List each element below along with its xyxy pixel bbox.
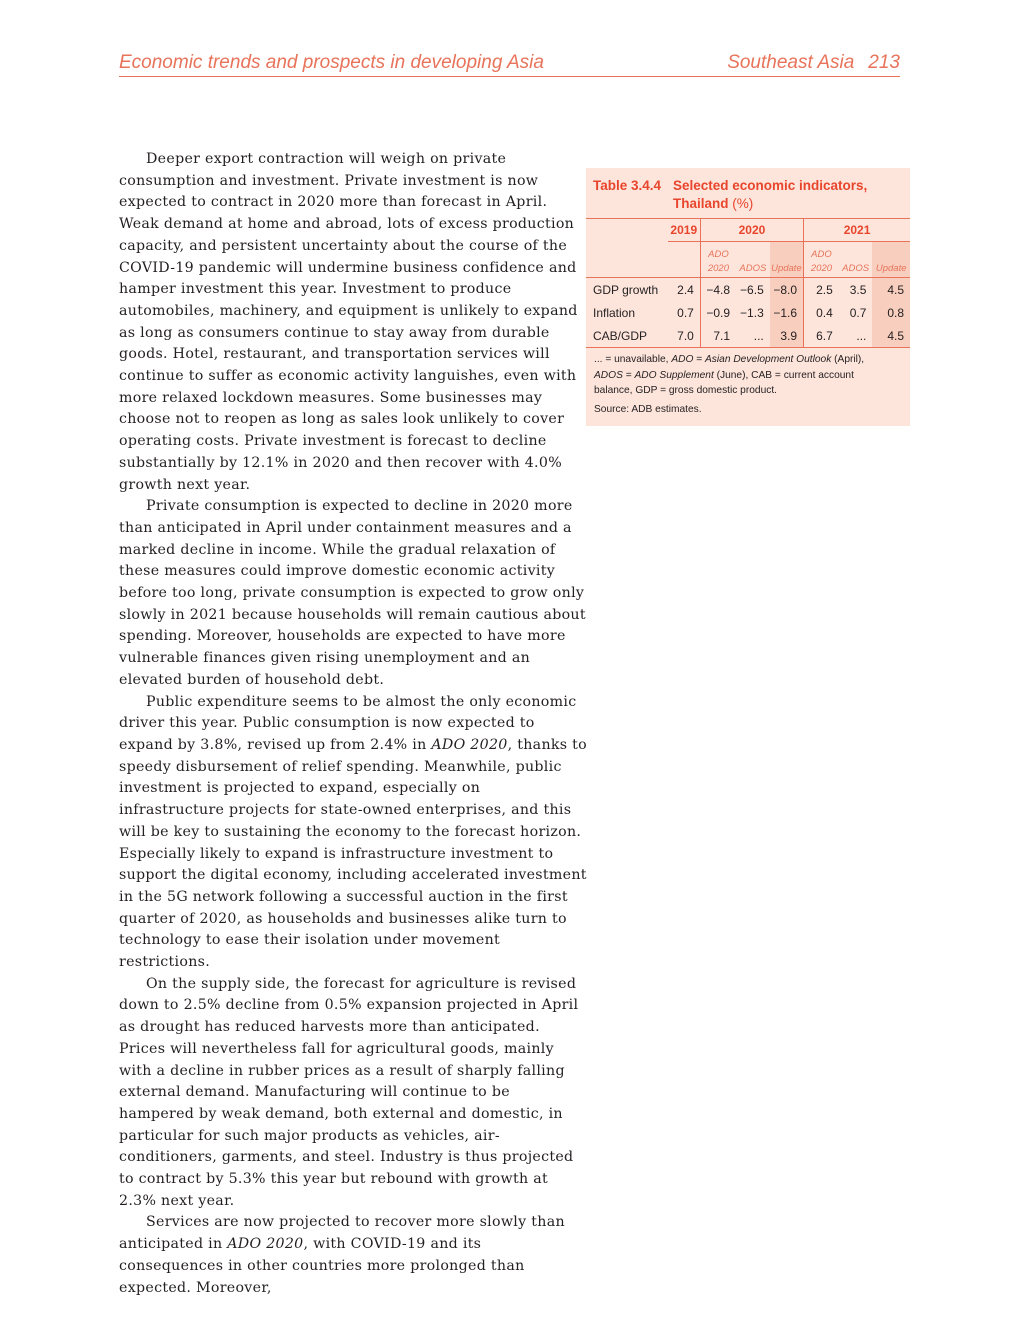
empty-sub-cell <box>586 242 668 278</box>
cell-ados-2021: 0.7 <box>849 305 867 320</box>
paragraph-text: Services are now projected to recover more slowly than anticipated in <box>119 1214 565 1253</box>
paragraph-text: , thanks to speedy disbursement of relief spending. Meanwhile, public investment is projected to expand, especially on infrastructure projects for state-owned enterprises, and this will be key to sustaining the economy to the forecast horizon. Especially likely to expand is infrastructure investment to support the digital economy, including accelerated investment in the 5G network following a successful auction in the first quarter of 2020, as households and businesses alike turn to technology to ease their isolation under movement restrictions. <box>119 736 588 971</box>
paragraph-text: Public expenditure seems to be almost the only economic driver this year. Public consumption is now expected to expand by 3.8%, revised up from 2.4% in <box>119 693 577 753</box>
cell-ados-2020: −1.3 <box>740 305 764 320</box>
paragraph-private-investment: Deeper export contraction will weigh on private consumption and investment. Private investment is now expected to contract in 2020 more than forecast in April. Weak demand at home and abroad, lots of excess production capacity, and persistent uncertainty about the course of the COVID-19 pandemic will undermine business confidence and hamper investment this year. Investment to produce automobiles, machinery, and equipment is unlikely to expand as long as consumers continue to stay away from durable goods. Hotel, restaurant, and transportation services will continue to suffer as economic activity languishes, even with more relaxed lockdown measures. Some businesses may choose not to reopen as long as sales look unlikely to cover operating costs. Private investment is forecast to decline substantially by 12.1% in 2020 and then recover with 4.0% growth next year. <box>119 151 578 493</box>
publication-reference: ADO 2020 <box>227 1236 304 1253</box>
table-row <box>586 301 910 324</box>
abbreviation-note <box>594 352 894 399</box>
sub-update-2020: Update <box>770 242 804 278</box>
cell-ado-2020: −0.9 <box>700 301 736 324</box>
paragraph-private-consumption: Private consumption is expected to decline in 2020 more than anticipated in April under containment measures and a marked decline in income. While the gradual relaxation of these measures could improve domestic economic activity before too long, private consumption is expected to grow only slowly in 2021 because households will remain cautious about spending. Moreover, households are expected to have more vulnerable finances given rising unemployment and an elevated burden of household debt. <box>119 498 586 688</box>
table-notes <box>594 352 894 417</box>
subheader-row <box>586 242 910 278</box>
cell-update-2020: −1.6 <box>770 301 804 324</box>
paragraph-text: , with COVID-19 and its consequences in other countries more prolonged than expected. Moreover, <box>119 1236 525 1296</box>
year-header-row <box>586 219 910 242</box>
cell-2019: 7.0 <box>677 328 694 343</box>
empty-header-cell <box>586 219 668 242</box>
paragraph-services <box>119 1212 589 1299</box>
sub-ado-label: ADO <box>708 249 729 260</box>
note-text: (June), CAB = current account balance, GDP = gross domestic product. <box>594 369 854 396</box>
cell-ado-2021: 6.7 <box>804 324 839 348</box>
year-2021: 2021 <box>804 219 910 242</box>
sub-ado-2020 <box>700 242 736 278</box>
cell-ado-2020: −4.8 <box>700 278 736 302</box>
empty-sub-cell <box>668 242 701 278</box>
sub-ados-2021: ADOS <box>842 263 870 274</box>
cell-ados-2021: ... <box>856 328 867 343</box>
note-italic: Asian Development Outlook <box>705 354 832 365</box>
sub-ado-label: ADO <box>811 249 832 260</box>
cell-ados-2021: 3.5 <box>849 282 867 297</box>
cell-ados-2020: ... <box>753 328 764 343</box>
sub-ado-2021 <box>804 242 839 278</box>
paragraph-supply-side: On the supply side, the forecast for agriculture is revised down to 2.5% decline from 0.5% expansion projected in April as drought has reduced harvests more than anticipated. Prices will nevertheless fall for agricultural goods, mainly with a decline in rubber prices as a result of sharply falling external demand. Manufacturing will continue to be hampered by weak demand, both external and domestic, in particular for such major products as vehicles, air-conditioners, garments, and steel. Industry is thus projected to contract by 5.3% this year but rebound with growth at 2.3% next year. <box>119 975 579 1209</box>
row-label: Inflation <box>593 305 636 320</box>
row-label: CAB/GDP <box>593 328 648 343</box>
sub-ado-year: 2020 <box>810 263 833 274</box>
publication-reference: ADO 2020 <box>431 736 508 753</box>
running-header <box>119 50 900 77</box>
table-number: Table 3.4.4 <box>593 178 662 193</box>
cell-update-2020: −8.0 <box>770 278 804 302</box>
cell-ado-2020: 7.1 <box>700 324 736 348</box>
note-text: (April), <box>831 354 865 365</box>
note-italic: ADOS <box>594 369 623 381</box>
body-text <box>119 149 589 1299</box>
cell-update-2020: 3.9 <box>770 324 804 348</box>
note-italic: ADO <box>671 354 694 365</box>
note-text: = <box>693 354 706 365</box>
cell-ados-2020: −6.5 <box>740 282 764 297</box>
cell-update-2021: 4.5 <box>872 324 910 348</box>
note-text: ... = unavailable, <box>594 354 672 365</box>
note-text: = <box>622 369 635 381</box>
row-label: GDP growth <box>593 282 659 297</box>
table-title <box>673 177 903 213</box>
cell-2019: 0.7 <box>677 305 694 320</box>
year-2020: 2020 <box>700 219 803 242</box>
cell-ado-2021: 0.4 <box>804 301 839 324</box>
sub-update-2021: Update <box>872 242 910 278</box>
paragraph-public-expenditure <box>119 692 589 974</box>
table-row <box>586 278 910 302</box>
cell-update-2021: 0.8 <box>872 301 910 324</box>
indicator-table-box <box>586 168 910 426</box>
cell-ado-2021: 2.5 <box>804 278 839 302</box>
sub-ado-year: 2020 <box>707 263 729 274</box>
indicator-table <box>586 218 910 348</box>
source-note: Source: ADB estimates. <box>594 403 702 415</box>
table-row <box>586 324 910 348</box>
note-italic: ADO Supplement <box>634 369 714 381</box>
header-book-title: Economic trends and prospects in developing Asia <box>119 52 544 73</box>
page-number: 213 <box>868 52 900 73</box>
table-title-text: Selected economic indicators, Thailand <box>673 178 868 211</box>
header-section <box>727 52 900 74</box>
year-2019: 2019 <box>668 219 701 242</box>
header-section-name: Southeast Asia <box>727 52 855 73</box>
sub-ados-2020: ADOS <box>739 263 767 274</box>
table-unit: (%) <box>732 196 754 211</box>
cell-2019: 2.4 <box>677 282 694 297</box>
cell-update-2021: 4.5 <box>872 278 910 302</box>
